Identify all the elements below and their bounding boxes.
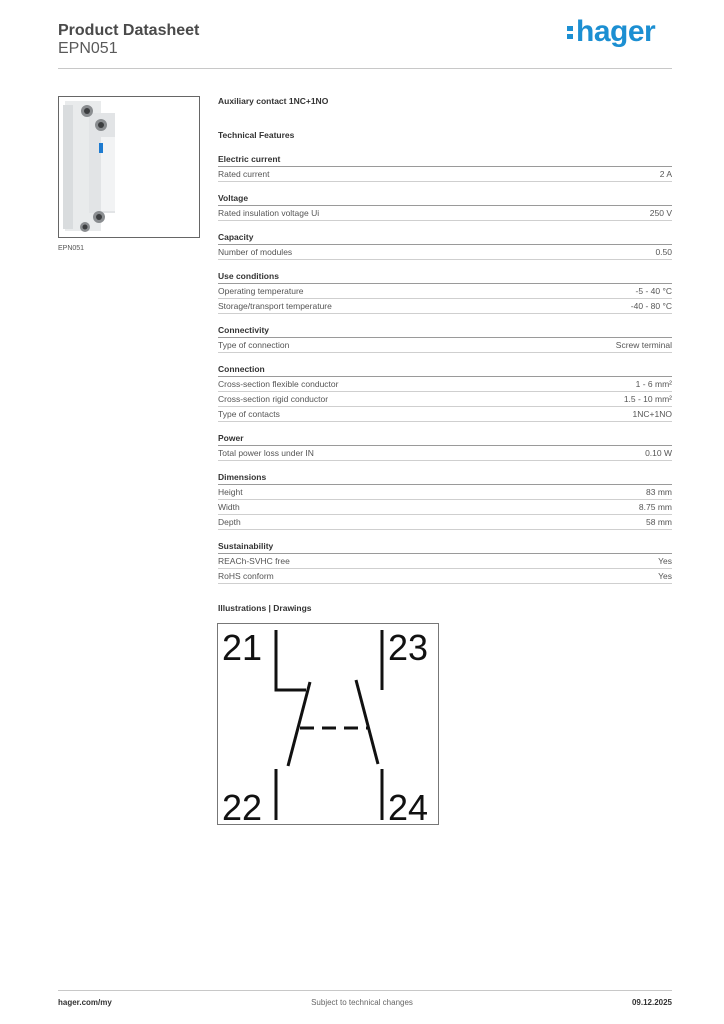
feature-row — [218, 515, 672, 530]
terminal-21-label: 21 — [222, 627, 263, 668]
feature-group-title: Power — [218, 432, 672, 446]
feature-row — [218, 167, 672, 182]
product-name: Auxiliary contact 1NC+1NO — [218, 96, 329, 106]
feature-group — [218, 540, 672, 584]
no-contact-blade — [356, 680, 378, 764]
feature-value: 1NC+1NO — [632, 409, 672, 419]
feature-group — [218, 324, 672, 353]
feature-row — [218, 206, 672, 221]
feature-group-title: Use conditions — [218, 270, 672, 284]
footer-divider — [58, 990, 672, 991]
feature-row — [218, 500, 672, 515]
feature-group-title: Connectivity — [218, 324, 672, 338]
feature-group-title: Dimensions — [218, 471, 672, 485]
feature-value: 1.5 - 10 mm² — [623, 394, 672, 404]
feature-value: 58 mm — [646, 517, 672, 527]
feature-group-title: Electric current — [218, 153, 672, 167]
header-divider — [58, 68, 672, 69]
feature-group — [218, 153, 672, 182]
product-image — [58, 96, 200, 238]
feature-group-title: Voltage — [218, 192, 672, 206]
hager-logo — [566, 14, 655, 50]
feature-value: 2 A — [659, 169, 672, 179]
feature-group-title: Sustainability — [218, 540, 672, 554]
feature-value: 83 mm — [646, 487, 672, 497]
nc-contact-blade — [288, 682, 310, 766]
feature-label: Total power loss under IN — [218, 448, 314, 458]
feature-row — [218, 245, 672, 260]
feature-label: REACh-SVHC free — [218, 556, 290, 566]
feature-value: 8.75 mm — [638, 502, 672, 512]
feature-label: Rated current — [218, 169, 270, 179]
footer-date: 09.12.2025 — [631, 998, 672, 1007]
feature-value: 1 - 6 mm² — [635, 379, 672, 389]
feature-label: Width — [218, 502, 240, 512]
feature-label: Cross-section flexible conductor — [218, 379, 339, 389]
feature-value: Yes — [658, 571, 672, 581]
feature-label: Cross-section rigid conductor — [218, 394, 329, 404]
footer-website[interactable]: hager.com/my — [58, 998, 112, 1007]
technical-features-title: Technical Features — [218, 130, 295, 140]
terminal-24-label: 24 — [388, 787, 429, 824]
terminal-23-label: 23 — [388, 627, 429, 668]
feature-group — [218, 270, 672, 314]
logo-dots-icon — [566, 22, 576, 42]
feature-group-title: Capacity — [218, 231, 672, 245]
feature-value: Screw terminal — [615, 340, 672, 350]
feature-row — [218, 338, 672, 353]
illustrations-title: Illustrations | Drawings — [218, 603, 312, 613]
wiring-diagram — [217, 623, 439, 825]
feature-row — [218, 392, 672, 407]
technical-features — [218, 96, 672, 594]
feature-label: Depth — [218, 517, 241, 527]
feature-label: Type of contacts — [218, 409, 280, 419]
feature-row — [218, 284, 672, 299]
feature-groups — [218, 153, 672, 584]
feature-label: Type of connection — [218, 340, 290, 350]
product-image-caption: EPN051 — [58, 245, 85, 252]
feature-group-title: Connection — [218, 363, 672, 377]
feature-label: RoHS conform — [218, 571, 274, 581]
feature-label: Rated insulation voltage Ui — [218, 208, 320, 218]
feature-group — [218, 471, 672, 530]
page-title: Product Datasheet — [58, 22, 200, 39]
feature-row — [218, 485, 672, 500]
feature-value: Yes — [658, 556, 672, 566]
feature-value: 0.50 — [655, 247, 672, 257]
nc-contact-top — [276, 630, 306, 690]
feature-value: -40 - 80 °C — [630, 301, 672, 311]
feature-row — [218, 554, 672, 569]
feature-row — [218, 299, 672, 314]
feature-row — [218, 377, 672, 392]
feature-label: Height — [218, 487, 243, 497]
terminal-22-label: 22 — [222, 787, 263, 824]
feature-label: Operating temperature — [218, 286, 304, 296]
feature-value: 0.10 W — [645, 448, 672, 458]
feature-label: Number of modules — [218, 247, 293, 257]
product-reference: EPN051 — [58, 40, 118, 57]
feature-group — [218, 192, 672, 221]
feature-label: Storage/transport temperature — [218, 301, 332, 311]
feature-group — [218, 363, 672, 422]
footer-disclaimer: Subject to technical changes — [311, 998, 413, 1007]
feature-value: 250 V — [649, 208, 672, 218]
feature-group — [218, 231, 672, 260]
logo-text: hager — [576, 15, 656, 48]
feature-row — [218, 569, 672, 584]
feature-row — [218, 407, 672, 422]
feature-value: -5 - 40 °C — [635, 286, 672, 296]
feature-group — [218, 432, 672, 461]
feature-row — [218, 446, 672, 461]
product-photo-icon — [59, 97, 199, 237]
